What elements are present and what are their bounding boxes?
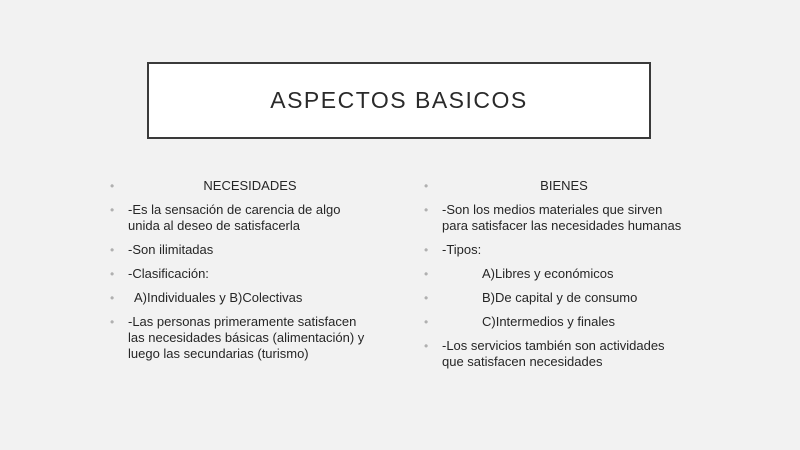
list-item-text: -Las personas primeramente satisfacen las necesidades básicas (alimentación) y luego las secundarias (turismo) [128,314,365,361]
bullet-icon: • [110,267,115,281]
list-item [424,242,686,258]
bullet-icon: • [110,179,115,193]
list-item-text: C)Intermedios y finales [482,314,615,329]
list-item-text: A)Libres y económicos [482,266,614,281]
list-item [110,314,372,362]
bullet-icon: • [110,243,115,257]
bullet-icon: • [110,291,115,305]
column-heading: NECESIDADES [203,178,297,193]
title-box [147,62,651,139]
bullet-icon: • [110,203,115,217]
bullet-icon: • [424,243,429,257]
list-item [110,290,372,306]
list-item-heading [110,178,372,194]
list-item-heading [424,178,686,194]
list-item [424,202,686,234]
list-item-text: -Clasificación: [128,266,209,281]
bullet-icon: • [424,203,429,217]
bullet-icon: • [110,315,115,329]
list-item [424,266,686,282]
column-heading: BIENES [540,178,588,193]
bullet-icon: • [424,339,429,353]
list-item [110,266,372,282]
list-item-text: -Son los medios materiales que sirven para satisfacer las necesidades humanas [442,202,682,233]
bullet-icon: • [424,267,429,281]
list-item [110,202,372,234]
list-item-text: A)Individuales y B)Colectivas [134,290,303,305]
bullet-icon: • [424,315,429,329]
slide-title: ASPECTOS BASICOS [270,87,528,113]
necesidades-column [110,178,372,370]
list-item [424,338,686,370]
bienes-column [424,178,686,378]
list-item-text: -Los servicios también son actividades que satisfacen necesidades [442,338,665,369]
list-item [110,242,372,258]
list-item [424,314,686,330]
list-item-text: -Es la sensación de carencia de algo unida al deseo de satisfacerla [128,202,341,233]
list-item-text: -Son ilimitadas [128,242,214,257]
list-item-text: B)De capital y de consumo [482,290,638,305]
list-item [424,290,686,306]
list-item-text: -Tipos: [442,242,482,257]
bullet-icon: • [424,179,429,193]
bullet-icon: • [424,291,429,305]
